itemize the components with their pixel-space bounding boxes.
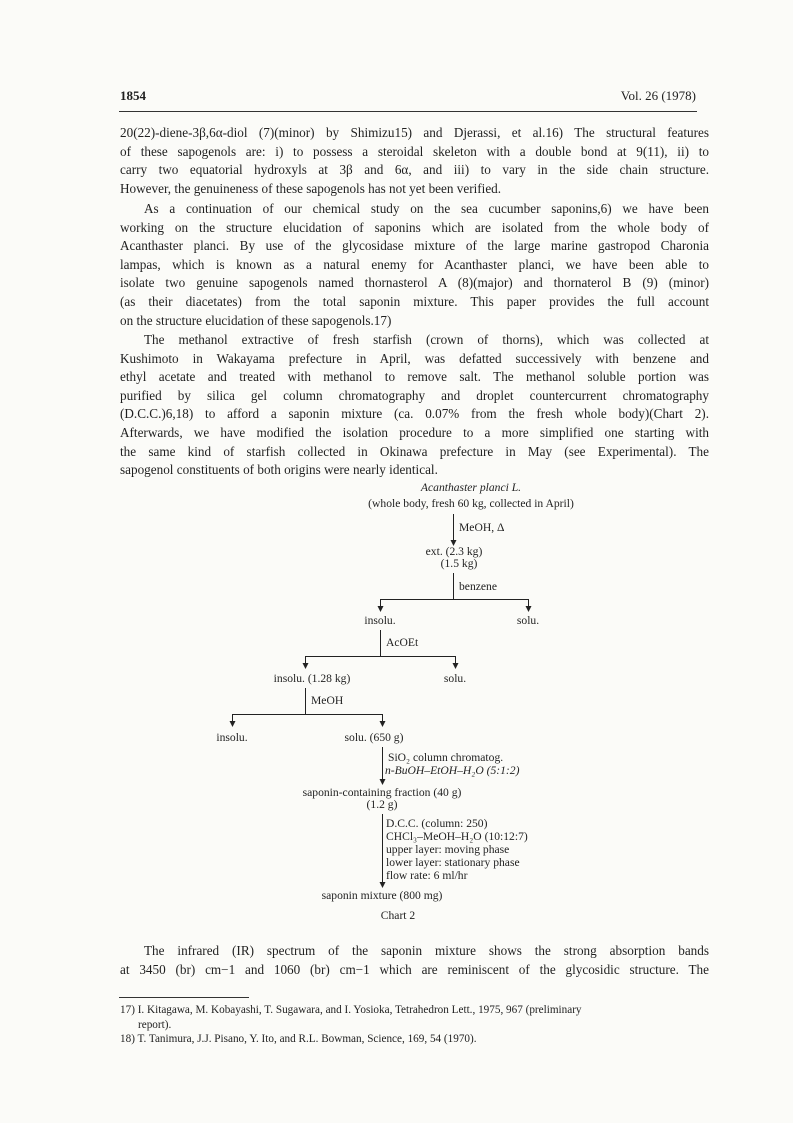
text-line: Acanthaster planci. By use of the glycosidase mixture of the large marine gastropod Charonia xyxy=(120,238,709,254)
text-line: isolate two genuine sapogenols named thornasterol A (8)(major) and thornaterol B (9) (minor) xyxy=(120,275,709,291)
flow-line xyxy=(305,688,306,714)
saponin-fraction-2: (1.2 g) xyxy=(366,798,398,811)
flow-line xyxy=(382,814,383,884)
text-line: (as their diacetates) from the total saponin mixture. This paper provides the full account xyxy=(120,293,709,309)
chart-source-name: Acanthaster planci L. xyxy=(420,481,522,494)
header-rule xyxy=(119,111,697,112)
step-reagent: AcOEt xyxy=(386,636,419,649)
step-condition: SiO₂ column chromatog. xyxy=(388,751,504,764)
text-line: at 3450 (br) cm−1 and 1060 (br) cm−1 which are reminiscent of the glycosidic structure. The xyxy=(120,961,709,977)
dcc-condition-line: upper layer: moving phase xyxy=(386,843,510,856)
insoluble-fraction: insolu. xyxy=(364,614,396,627)
dcc-condition-line: lower layer: stationary phase xyxy=(386,856,520,869)
chart-caption: Chart 2 xyxy=(380,909,416,922)
dcc-condition-line: D.C.C. (column: 250) xyxy=(386,817,488,830)
footnote-18: 18) T. Tanimura, J.J. Pisano, Y. Ito, and R.L. Bowman, Science, 169, 54 (1970). xyxy=(120,1033,477,1046)
arrow-icon xyxy=(378,606,384,612)
soluble-fraction: solu. xyxy=(443,672,467,685)
flow-line xyxy=(380,630,381,656)
paragraph-2 xyxy=(120,200,709,330)
extract-weight-2: (1.5 kg) xyxy=(440,557,478,570)
text-line: working on the structure elucidation of saponins which are isolated from the whole body of xyxy=(120,219,709,235)
footnote-17-cont: report). xyxy=(138,1018,172,1031)
footnote-rule xyxy=(119,997,249,998)
paragraph-3 xyxy=(120,331,709,480)
text-line: purified by silica gel column chromatography and droplet countercurrent chromatography xyxy=(120,387,709,403)
arrow-icon xyxy=(303,663,309,669)
split-line xyxy=(380,599,528,600)
step-reagent: MeOH, Δ xyxy=(459,521,505,534)
text-line: on the structure elucidation of these sapogenols.17) xyxy=(120,312,392,328)
split-line xyxy=(232,714,382,715)
footnote-17: 17) I. Kitagawa, M. Kobayashi, T. Sugawara, and I. Yosioka, Tetrahedron Lett., 1975, 967 (preliminary xyxy=(120,1004,582,1016)
insoluble-fraction: insolu. (1.28 kg) xyxy=(273,672,351,685)
text-line: However, the genuineness of these sapogenols has not yet been verified. xyxy=(120,180,502,196)
text-line: ethyl acetate and treated with methanol to remove salt. The methanol soluble portion was xyxy=(120,369,709,385)
text-line: The methanol extractive of fresh starfish (crown of thorns), which was collected at xyxy=(144,332,709,347)
text-line: the same kind of starfish collected in Okinawa prefecture in May (see Experimental). The xyxy=(120,443,709,459)
flow-line xyxy=(382,747,383,781)
arrow-icon xyxy=(230,721,236,727)
chart-source-detail: (whole body, fresh 60 kg, collected in April) xyxy=(368,497,574,510)
flow-line xyxy=(453,573,454,599)
paragraph-4 xyxy=(120,942,709,979)
saponin-fraction: saponin-containing fraction (40 g) xyxy=(302,786,462,799)
text-line: Kushimoto in Wakayama prefecture in April, was defatted successively with benzene and xyxy=(120,350,709,366)
flow-line xyxy=(453,514,454,542)
arrow-icon xyxy=(380,779,386,785)
dcc-conditions xyxy=(386,817,528,882)
final-product: saponin mixture (800 mg) xyxy=(321,889,443,902)
text-line: Afterwards, we have modified the isolation procedure to a more simplified one starting with xyxy=(120,424,709,440)
text-line: sapogenol constituents of both origins were nearly identical. xyxy=(120,462,438,478)
page-number: 1854 xyxy=(120,88,146,103)
arrow-icon xyxy=(526,606,532,612)
step-reagent: MeOH xyxy=(311,694,344,707)
arrow-icon xyxy=(453,663,459,669)
text-line: (D.C.C.)6,18) to afford a saponin mixture (ca. 0.07% from the fresh whole body)(Chart 2). xyxy=(120,406,709,422)
split-line xyxy=(305,656,455,657)
step-condition: n-BuOH–EtOH–H₂O (5:1:2) xyxy=(385,764,520,777)
step-reagent: benzene xyxy=(459,580,497,593)
paragraph-1 xyxy=(120,124,709,198)
text-line: 20(22)-diene-3β,6α-diol (7)(minor) by Shimizu15) and Djerassi, et al.16) The structural features xyxy=(120,125,709,140)
text-line: lampas, which is known as a natural enemy for Acanthaster planci, we have been able to xyxy=(120,256,709,272)
soluble-fraction: solu. xyxy=(516,614,540,627)
dcc-condition-line: CHCl₃–MeOH–H₂O (10:12:7) xyxy=(386,830,528,843)
extract-weight: ext. (2.3 kg) xyxy=(425,545,483,558)
insoluble-fraction: insolu. xyxy=(216,731,248,744)
text-line: As a continuation of our chemical study on the sea cucumber saponins,6) we have been xyxy=(144,201,709,216)
dcc-condition-line: flow rate: 6 ml/hr xyxy=(386,869,468,882)
journal-volume: Vol. 26 (1978) xyxy=(620,88,696,103)
text-line: The infrared (IR) spectrum of the saponin mixture shows the strong absorption bands xyxy=(144,943,709,958)
arrow-icon xyxy=(380,882,386,888)
text-line: carry two equatorial hydroxyls at 3β and 6α, and iii) to vary in the side chain structure. xyxy=(120,162,709,178)
text-line: of these sapogenols are: i) to possess a steroidal skeleton with a double bond at 9(11), ii) to xyxy=(120,143,709,159)
footnotes xyxy=(120,1003,710,1047)
soluble-fraction: solu. (650 g) xyxy=(344,731,404,744)
arrow-icon xyxy=(380,721,386,727)
